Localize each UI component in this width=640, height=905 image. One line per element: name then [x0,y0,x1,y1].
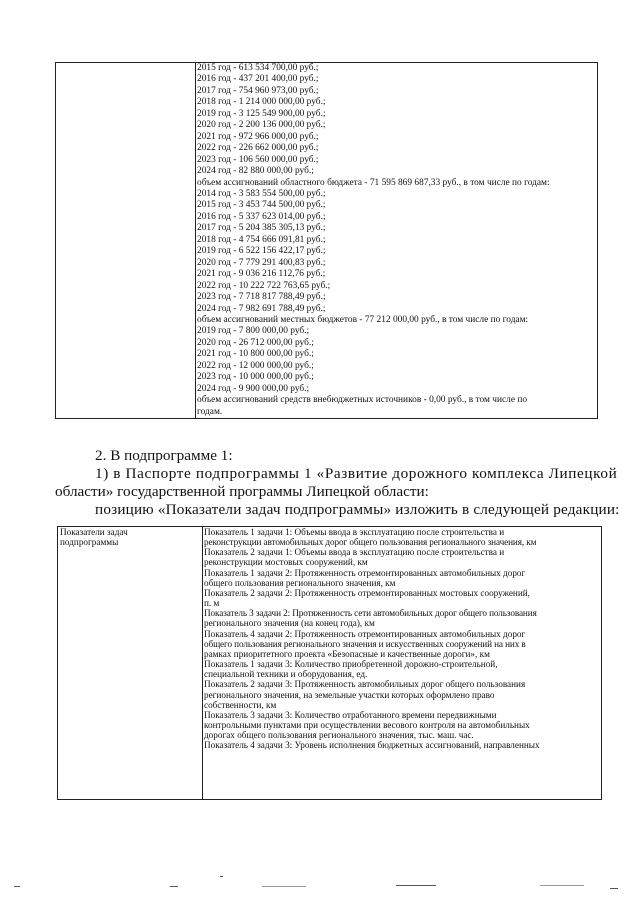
indicator-line: Показатель 2 задачи 3: Протяженность автомобильных дорог общего пользования [204,679,526,690]
financing-line: объем ассигнований средств внебюджетных источников - 0,00 руб., в том числе по [197,395,528,406]
financing-line: 2022 год - 12 000 000,00 руб.; [197,360,314,371]
financing-line: объем ассигнований областного бюджета - 71 595 869 687,33 руб., в том числе по годам: [197,177,550,188]
financing-line: 2020 год - 7 779 291 400,83 руб.; [197,257,326,268]
indicators-values-cell [203,527,602,800]
indicator-line: Показатель 1 задачи 3: Количество приобретенной дорожно-строительной, [204,659,498,670]
indicator-line: Показатель 3 задачи 3: Количество отработанного времени передвижными [204,709,497,720]
indicators-label-line: Показатели задач [60,527,128,537]
indicators-table [57,526,602,800]
financing-values-cell [196,63,598,419]
scan-artifact [220,876,223,877]
financing-line: 2023 год - 106 560 000,00 руб.; [197,154,319,165]
scan-artifact [170,886,178,887]
financing-line: 2021 год - 9 036 216 112,76 руб.; [197,269,326,280]
scan-artifact [262,886,306,887]
financing-line: 2023 год - 7 718 817 788,49 руб.; [197,292,326,303]
financing-line: 2019 год - 7 800 000,00 руб.; [197,326,310,337]
indicator-line: контрольными пунктами при осуществлении весового контроля на автомобильных [204,719,530,730]
scan-artifact [540,885,584,886]
financing-line: 2019 год - 6 522 156 422,17 руб.; [197,246,326,257]
financing-line: 2022 год - 226 662 000,00 руб.; [197,143,319,154]
indicator-line: собственности, км [204,699,277,710]
financing-line: 2024 год - 9 900 000,00 руб.; [197,383,310,394]
financing-line: 2020 год - 26 712 000,00 руб.; [197,337,314,348]
financing-line: 2024 год - 7 982 691 788,49 руб.; [197,303,326,314]
financing-line: 2016 год - 437 201 400,00 руб.; [197,74,319,85]
financing-label-cell [56,63,196,419]
paragraph-subprogram: 2. В подпрограмме 1: [95,447,233,464]
scan-artifact [14,886,20,887]
indicator-line: реконструкции автомобильных дорог общего пользования регионального значения, км [204,537,537,548]
financing-line: годам. [197,406,223,417]
paragraph-passport-line1: 1) в Паспорте подпрограммы 1 «Развитие дорожного комплекса Липецкой [95,465,618,482]
indicators-label-line: подпрограммы [60,537,119,548]
indicator-line: специальной техники и оборудования, ед. [204,669,368,680]
indicator-line: регионального значения, на земельные участки которых оформлено право [204,689,495,700]
indicator-line: реконструкции мостовых сооружений, км [204,557,368,568]
financing-line: 2014 год - 3 583 554 500,00 руб.; [197,188,326,199]
financing-line: 2019 год - 3 125 549 900,00 руб.; [197,108,326,119]
financing-line: 2022 год - 10 222 722 763,65 руб.; [197,280,331,291]
scan-artifact [396,885,436,886]
paragraph-position: позицию «Показатели задач подпрограммы» изложить в следующей редакции: [95,501,620,518]
financing-line: 2024 год - 82 880 000,00 руб.; [197,166,314,177]
financing-line: 2015 год - 613 534 700,00 руб.; [197,63,319,73]
indicator-line: Показатель 2 задачи 1: Объемы ввода в эксплуатацию после строительства и [204,547,505,558]
financing-line: 2020 год - 2 200 136 000,00 руб.; [197,120,326,131]
financing-line: 2023 год - 10 000 000,00 руб.; [197,372,314,383]
financing-table [55,62,598,419]
financing-line: 2021 год - 10 800 000,00 руб.; [197,349,314,360]
indicator-line: Показатель 2 задачи 2: Протяженность отремонтированных мостовых сооружений, [204,587,530,598]
paragraph-passport-line2: области» государственной программы Липецкой области: [55,483,429,500]
financing-line: объем ассигнований местных бюджетов - 77 212 000,00 руб., в том числе по годам: [197,314,529,325]
indicator-line: Показатель 1 задачи 1: Объемы ввода в эксплуатацию после строительства и [204,527,505,537]
indicators-label-cell [58,527,203,800]
indicator-line: Показатель 4 задачи 3: Уровень исполнения бюджетных ассигнований, направленных [204,740,540,751]
financing-line: 2017 год - 5 204 385 305,13 руб.; [197,223,326,234]
indicator-line: регионального значения (на конец года), км [204,618,375,629]
financing-line: 2021 год - 972 966 000,00 руб.; [197,131,319,142]
indicator-line: рамках приоритетного проекта «Безопасные и качественные дороги», км [204,648,490,659]
financing-line: 2018 год - 4 754 666 091,81 руб.; [197,234,326,245]
financing-line: 2015 год - 3 453 744 500,00 руб.; [197,200,326,211]
financing-line: 2016 год - 5 337 623 014,00 руб.; [197,211,326,222]
indicator-line: Показатель 3 задачи 2: Протяженность сети автомобильных дорог общего пользования [204,608,537,619]
indicator-line: дорогах общего пользования регионального значения, тыс. маш. час. [204,730,474,741]
financing-line: 2018 год - 1 214 000 000,00 руб.; [197,97,326,108]
scan-artifact [610,888,618,889]
indicator-line: Показатель 4 задачи 2: Протяженность отремонтированных автомобильных дорог [204,628,526,639]
financing-line: 2017 год - 754 960 973,00 руб.; [197,85,319,96]
indicator-line: общего пользования регионального значения, км [204,577,396,588]
indicator-line: п. м [204,598,220,609]
indicator-line: общего пользования регионального значения и искусственных сооружений на них в [204,638,526,649]
indicator-line: Показатель 1 задачи 2: Протяженность отремонтированных автомобильных дорог [204,567,526,578]
